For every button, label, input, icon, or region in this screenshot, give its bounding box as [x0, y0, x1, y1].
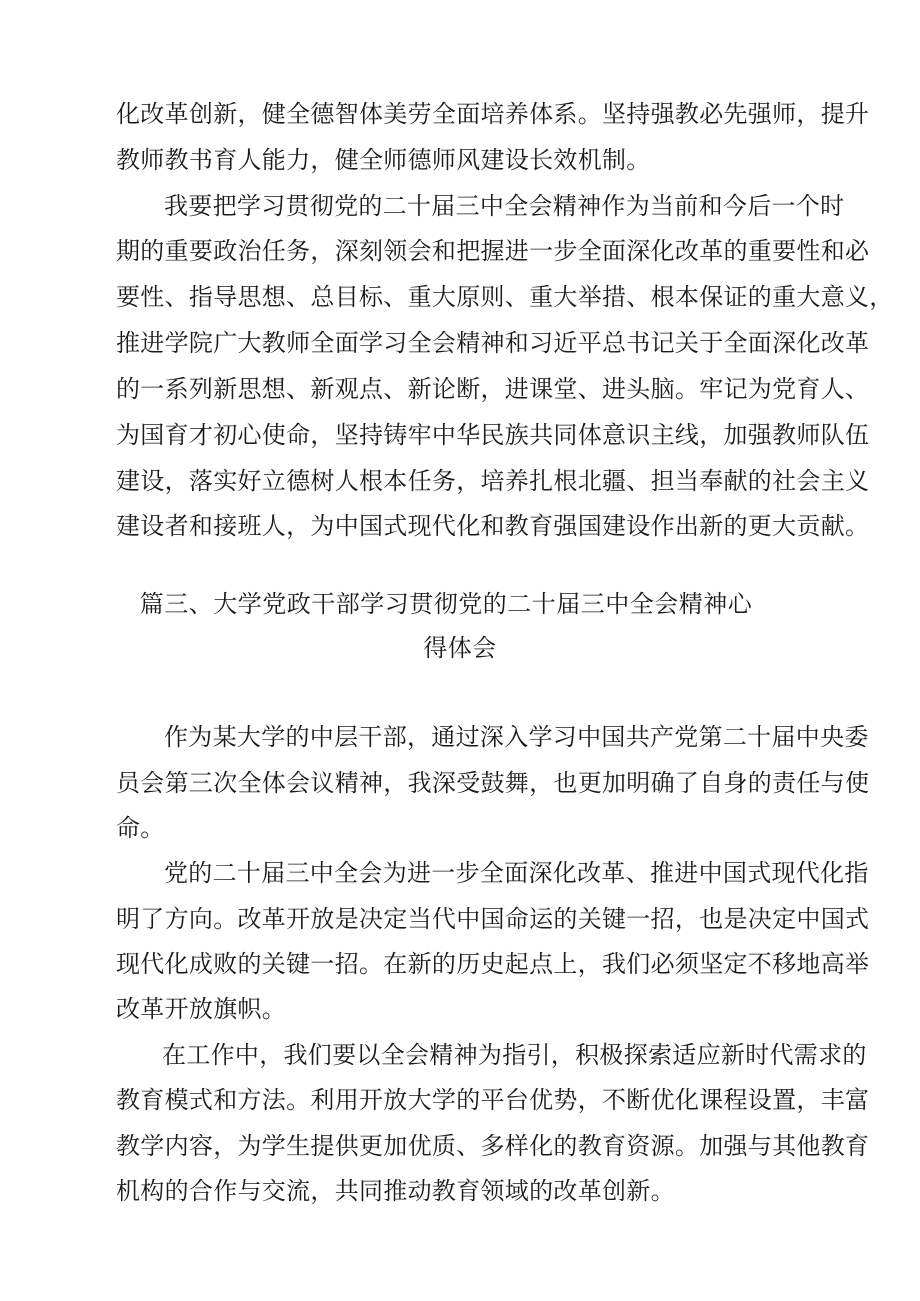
text-line: 在工作中，我们要以全会精神为指引，积极探索适应新时代需求的 [162, 1041, 867, 1069]
text-line: 我要把学习贯彻党的二十届三中全会精神作为当前和今后一个时 [164, 192, 845, 220]
text-line: 期的重要政治任务，深刻领会和把握进一步全面深化改革的重要性和必 [116, 237, 870, 265]
text-line: 要性、指导思想、总目标、重大原则、重大举措、根本保证的重大意义， [116, 283, 894, 311]
text-line: 机构的合作与交流，共同推动教育领域的改革创新。 [116, 1177, 675, 1205]
text-line: 员会第三次全体会议精神，我深受鼓舞，也更加明确了自身的责任与使 [116, 769, 870, 797]
text-line: 党的二十届三中全会为进一步全面深化改革、推进中国式现代化指 [164, 859, 869, 887]
text-line: 教师教书育人能力，健全师德师风建设长效机制。 [116, 146, 651, 174]
text-line: 命。 [116, 814, 165, 842]
text-line: 化改革创新，健全德智体美劳全面培养体系。坚持强教必先强师，提升 [116, 100, 870, 128]
text-line: 教育模式和方法。利用开放大学的平台优势，不断优化课程设置，丰富 [116, 1086, 870, 1114]
text-line: 作为某大学的中层干部，通过深入学习中国共产党第二十届中央委 [164, 723, 869, 751]
text-line: 明了方向。改革开放是决定当代中国命运的关键一招，也是决定中国式 [116, 905, 870, 933]
text-line: 教学内容，为学生提供更加优质、多样化的教育资源。加强与其他教育 [116, 1132, 870, 1160]
text-line: 建设者和接班人，为中国式现代化和教育强国建设作出新的更大贡献。 [116, 512, 870, 540]
section-heading-line-2: 得体会 [423, 634, 497, 662]
text-line: 建设，落实好立德树人根本任务，培养扎根北疆、担当奉献的社会主义 [116, 467, 870, 495]
text-line: 推进学院广大教师全面学习全会精神和习近平总书记关于全面深化改革 [116, 329, 870, 357]
text-line: 为国育才初心使命，坚持铸牢中华民族共同体意识主线，加强教师队伍 [116, 421, 870, 449]
text-line: 改革开放旗帜。 [116, 995, 287, 1023]
text-line: 现代化成败的关键一招。在新的历史起点上，我们必须坚定不移地高举 [116, 950, 870, 978]
text-line: 的一系列新思想、新观点、新论断，进课堂、进头脑。牢记为党育人、 [116, 375, 870, 403]
section-heading-line-1: 篇三、大学党政干部学习贯彻党的二十届三中全会精神心 [139, 590, 753, 618]
